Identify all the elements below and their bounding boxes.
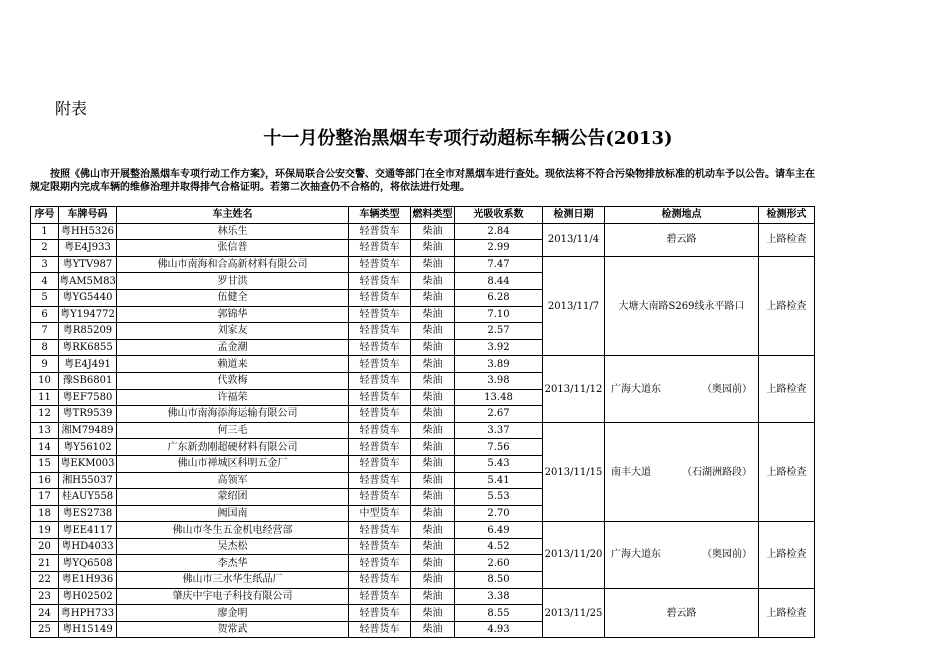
vehicle-table	[30, 206, 815, 638]
header-absorption: 光吸收系数	[455, 207, 543, 224]
vehicle-type-cell: 轻普货车	[349, 389, 411, 406]
plate-cell: 粤E1H936	[59, 572, 117, 589]
method-cell: 上路检查	[759, 356, 815, 422]
absorption-cell: 6.28	[455, 289, 543, 306]
absorption-cell: 13.48	[455, 389, 543, 406]
row-index: 3	[31, 256, 59, 273]
vehicle-type-cell: 轻普货车	[349, 522, 411, 539]
fuel-cell: 柴油	[411, 605, 455, 622]
location-text	[605, 466, 758, 479]
row-index: 4	[31, 273, 59, 290]
absorption-cell: 2.60	[455, 555, 543, 572]
fuel-cell: 柴油	[411, 339, 455, 356]
location-cell	[605, 588, 759, 638]
absorption-cell: 7.10	[455, 306, 543, 323]
header-method: 检测形式	[759, 207, 815, 224]
method-cell: 上路检查	[759, 223, 815, 256]
owner-cell: 蒙绍团	[117, 489, 349, 506]
header-fuel: 燃料类型	[411, 207, 455, 224]
row-index: 11	[31, 389, 59, 406]
location-main: 碧云路	[666, 234, 697, 246]
appendix-label: 附表	[55, 99, 88, 118]
row-index: 10	[31, 372, 59, 389]
intro-text: 按照《佛山市开展整治黑烟车专项行动工作方案》，环保局联合公安交警、交通等部门在全市对黑烟车进行查处。现依法将不符合污染物排放标准的机动车予以公告。请车主在规定限期内完成车辆的维修治理并取得排气合格证明。若第二次抽查仍不合格的，将依法进行处理。	[30, 169, 815, 193]
date-cell: 2013/11/4	[543, 223, 605, 256]
fuel-cell: 柴油	[411, 472, 455, 489]
location-main: 大塘大南路S269线永平路口	[618, 300, 745, 312]
row-index: 24	[31, 605, 59, 622]
fuel-cell: 柴油	[411, 621, 455, 638]
owner-cell: 佛山市冬生五金机电经营部	[117, 522, 349, 539]
fuel-cell: 柴油	[411, 306, 455, 323]
table-row	[31, 356, 815, 373]
method-cell: 上路检查	[759, 522, 815, 588]
absorption-cell: 7.47	[455, 256, 543, 273]
location-cell	[605, 256, 759, 356]
vehicle-type-cell: 轻普货车	[349, 439, 411, 456]
method-cell: 上路检查	[759, 422, 815, 522]
plate-cell: 粤RK6855	[59, 339, 117, 356]
plate-cell: 粤E4J933	[59, 240, 117, 257]
location-text	[605, 548, 758, 561]
plate-cell: 粤ES2738	[59, 505, 117, 522]
plate-cell: 湘M79489	[59, 422, 117, 439]
owner-cell: 代敦梅	[117, 372, 349, 389]
method-cell: 上路检查	[759, 256, 815, 356]
page-title: 十一月份整治黑烟车专项行动超标车辆公告(2013)	[263, 128, 673, 149]
row-index: 1	[31, 223, 59, 240]
fuel-cell: 柴油	[411, 505, 455, 522]
fuel-cell: 柴油	[411, 439, 455, 456]
table-row	[31, 588, 815, 605]
row-index: 16	[31, 472, 59, 489]
row-index: 15	[31, 455, 59, 472]
row-index: 14	[31, 439, 59, 456]
fuel-cell: 柴油	[411, 489, 455, 506]
vehicle-type-cell: 轻普货车	[349, 289, 411, 306]
location-text	[605, 383, 758, 396]
vehicle-type-cell: 轻普货车	[349, 273, 411, 290]
fuel-cell: 柴油	[411, 323, 455, 340]
owner-cell: 罗甘洪	[117, 273, 349, 290]
owner-cell: 李杰华	[117, 555, 349, 572]
absorption-cell: 3.98	[455, 372, 543, 389]
location-cell	[605, 522, 759, 588]
owner-cell: 刘家友	[117, 323, 349, 340]
fuel-cell: 柴油	[411, 455, 455, 472]
vehicle-type-cell: 轻普货车	[349, 555, 411, 572]
table-row	[31, 256, 815, 273]
plate-cell: 粤E4J491	[59, 356, 117, 373]
vehicle-type-cell: 轻普货车	[349, 256, 411, 273]
owner-cell: 孟金潮	[117, 339, 349, 356]
header-location: 检测地点	[605, 207, 759, 224]
location-detail: （奥园前）	[702, 549, 752, 561]
location-detail: （奥园前）	[702, 383, 752, 395]
owner-cell: 伍健全	[117, 289, 349, 306]
absorption-cell: 8.44	[455, 273, 543, 290]
owner-cell: 佛山市三水华生纸品厂	[117, 572, 349, 589]
fuel-cell: 柴油	[411, 406, 455, 423]
owner-cell: 贺常武	[117, 621, 349, 638]
row-index: 13	[31, 422, 59, 439]
owner-cell: 阙国南	[117, 505, 349, 522]
owner-cell: 廖金明	[117, 605, 349, 622]
table-body	[31, 223, 815, 638]
plate-cell: 豫SB6801	[59, 372, 117, 389]
fuel-cell: 柴油	[411, 356, 455, 373]
header-index: 序号	[31, 207, 59, 224]
absorption-cell: 5.41	[455, 472, 543, 489]
owner-cell: 佛山市南海添海运输有限公司	[117, 406, 349, 423]
location-text	[605, 233, 758, 246]
owner-cell: 郭锦华	[117, 306, 349, 323]
plate-cell: 桂AUY558	[59, 489, 117, 506]
fuel-cell: 柴油	[411, 240, 455, 257]
fuel-cell: 柴油	[411, 538, 455, 555]
header-vehicle-type: 车辆类型	[349, 207, 411, 224]
location-text	[605, 607, 758, 620]
vehicle-type-cell: 中型货车	[349, 505, 411, 522]
absorption-cell: 6.49	[455, 522, 543, 539]
absorption-cell: 3.92	[455, 339, 543, 356]
plate-cell: 粤HH5326	[59, 223, 117, 240]
absorption-cell: 8.55	[455, 605, 543, 622]
owner-cell: 佛山市南海和合高新材料有限公司	[117, 256, 349, 273]
row-index: 20	[31, 538, 59, 555]
plate-cell: 粤YTV987	[59, 256, 117, 273]
header-owner: 车主姓名	[117, 207, 349, 224]
absorption-cell: 8.50	[455, 572, 543, 589]
date-cell: 2013/11/12	[543, 356, 605, 422]
row-index: 23	[31, 588, 59, 605]
absorption-cell: 3.37	[455, 422, 543, 439]
row-index: 19	[31, 522, 59, 539]
vehicle-type-cell: 轻普货车	[349, 455, 411, 472]
date-cell: 2013/11/15	[543, 422, 605, 522]
vehicle-type-cell: 轻普货车	[349, 339, 411, 356]
owner-cell: 许福荣	[117, 389, 349, 406]
vehicle-type-cell: 轻普货车	[349, 621, 411, 638]
row-index: 18	[31, 505, 59, 522]
method-cell: 上路检查	[759, 588, 815, 638]
location-main: 广海大道东	[611, 383, 661, 395]
fuel-cell: 柴油	[411, 289, 455, 306]
header-date: 检测日期	[543, 207, 605, 224]
absorption-cell: 5.43	[455, 455, 543, 472]
fuel-cell: 柴油	[411, 389, 455, 406]
location-main: 碧云路	[666, 607, 697, 619]
vehicle-type-cell: 轻普货车	[349, 323, 411, 340]
owner-cell: 广东新劲刚超硬材料有限公司	[117, 439, 349, 456]
row-index: 6	[31, 306, 59, 323]
row-index: 2	[31, 240, 59, 257]
owner-cell: 赖道来	[117, 356, 349, 373]
vehicle-type-cell: 轻普货车	[349, 356, 411, 373]
location-text	[605, 300, 758, 313]
fuel-cell: 柴油	[411, 422, 455, 439]
plate-cell: 粤Y194772	[59, 306, 117, 323]
vehicle-type-cell: 轻普货车	[349, 588, 411, 605]
vehicle-type-cell: 轻普货车	[349, 240, 411, 257]
plate-cell: 湘H55037	[59, 472, 117, 489]
plate-cell: 粤HD4033	[59, 538, 117, 555]
owner-cell: 肇庆中宇电子科技有限公司	[117, 588, 349, 605]
plate-cell: 粤EE4117	[59, 522, 117, 539]
absorption-cell: 7.56	[455, 439, 543, 456]
location-cell	[605, 356, 759, 422]
owner-cell: 何三毛	[117, 422, 349, 439]
owner-cell: 吴杰松	[117, 538, 349, 555]
fuel-cell: 柴油	[411, 223, 455, 240]
row-index: 17	[31, 489, 59, 506]
row-index: 12	[31, 406, 59, 423]
fuel-cell: 柴油	[411, 572, 455, 589]
absorption-cell: 5.53	[455, 489, 543, 506]
vehicle-type-cell: 轻普货车	[349, 306, 411, 323]
owner-cell: 张信普	[117, 240, 349, 257]
owner-cell: 佛山市禅城区科明五金厂	[117, 455, 349, 472]
vehicle-type-cell: 轻普货车	[349, 572, 411, 589]
row-index: 22	[31, 572, 59, 589]
row-index: 25	[31, 621, 59, 638]
fuel-cell: 柴油	[411, 256, 455, 273]
header-plate: 车牌号码	[59, 207, 117, 224]
absorption-cell: 2.70	[455, 505, 543, 522]
table-row	[31, 522, 815, 539]
absorption-cell: 3.89	[455, 356, 543, 373]
vehicle-type-cell: 轻普货车	[349, 472, 411, 489]
table-row	[31, 223, 815, 240]
plate-cell: 粤EF7580	[59, 389, 117, 406]
location-detail: （石湖洲路段）	[682, 466, 752, 478]
vehicle-type-cell: 轻普货车	[349, 372, 411, 389]
location-main: 南丰大道	[611, 466, 651, 478]
plate-cell: 粤AM5M83	[59, 273, 117, 290]
location-cell	[605, 422, 759, 522]
vehicle-type-cell: 轻普货车	[349, 489, 411, 506]
fuel-cell: 柴油	[411, 588, 455, 605]
date-cell: 2013/11/25	[543, 588, 605, 638]
absorption-cell: 2.84	[455, 223, 543, 240]
vehicle-type-cell: 轻普货车	[349, 223, 411, 240]
plate-cell: 粤YQ6508	[59, 555, 117, 572]
location-main: 广海大道东	[611, 549, 661, 561]
absorption-cell: 4.93	[455, 621, 543, 638]
fuel-cell: 柴油	[411, 555, 455, 572]
fuel-cell: 柴油	[411, 522, 455, 539]
absorption-cell: 2.57	[455, 323, 543, 340]
plate-cell: 粤H02502	[59, 588, 117, 605]
table-row	[31, 422, 815, 439]
owner-cell: 高领军	[117, 472, 349, 489]
row-index: 8	[31, 339, 59, 356]
row-index: 5	[31, 289, 59, 306]
date-cell: 2013/11/7	[543, 256, 605, 356]
absorption-cell: 3.38	[455, 588, 543, 605]
plate-cell: 粤R85209	[59, 323, 117, 340]
row-index: 9	[31, 356, 59, 373]
vehicle-type-cell: 轻普货车	[349, 538, 411, 555]
fuel-cell: 柴油	[411, 273, 455, 290]
fuel-cell: 柴油	[411, 372, 455, 389]
plate-cell: 粤EKM003	[59, 455, 117, 472]
row-index: 7	[31, 323, 59, 340]
absorption-cell: 2.67	[455, 406, 543, 423]
owner-cell: 林乐生	[117, 223, 349, 240]
absorption-cell: 4.52	[455, 538, 543, 555]
table-header-row	[31, 207, 815, 224]
vehicle-type-cell: 轻普货车	[349, 605, 411, 622]
plate-cell: 粤H15149	[59, 621, 117, 638]
plate-cell: 粤Y56102	[59, 439, 117, 456]
date-cell: 2013/11/20	[543, 522, 605, 588]
row-index: 21	[31, 555, 59, 572]
plate-cell: 粤HPH733	[59, 605, 117, 622]
plate-cell: 粤YG5440	[59, 289, 117, 306]
intro-paragraph	[30, 168, 820, 194]
location-cell	[605, 223, 759, 256]
vehicle-type-cell: 轻普货车	[349, 406, 411, 423]
vehicle-type-cell: 轻普货车	[349, 422, 411, 439]
absorption-cell: 2.99	[455, 240, 543, 257]
plate-cell: 粤TR9539	[59, 406, 117, 423]
